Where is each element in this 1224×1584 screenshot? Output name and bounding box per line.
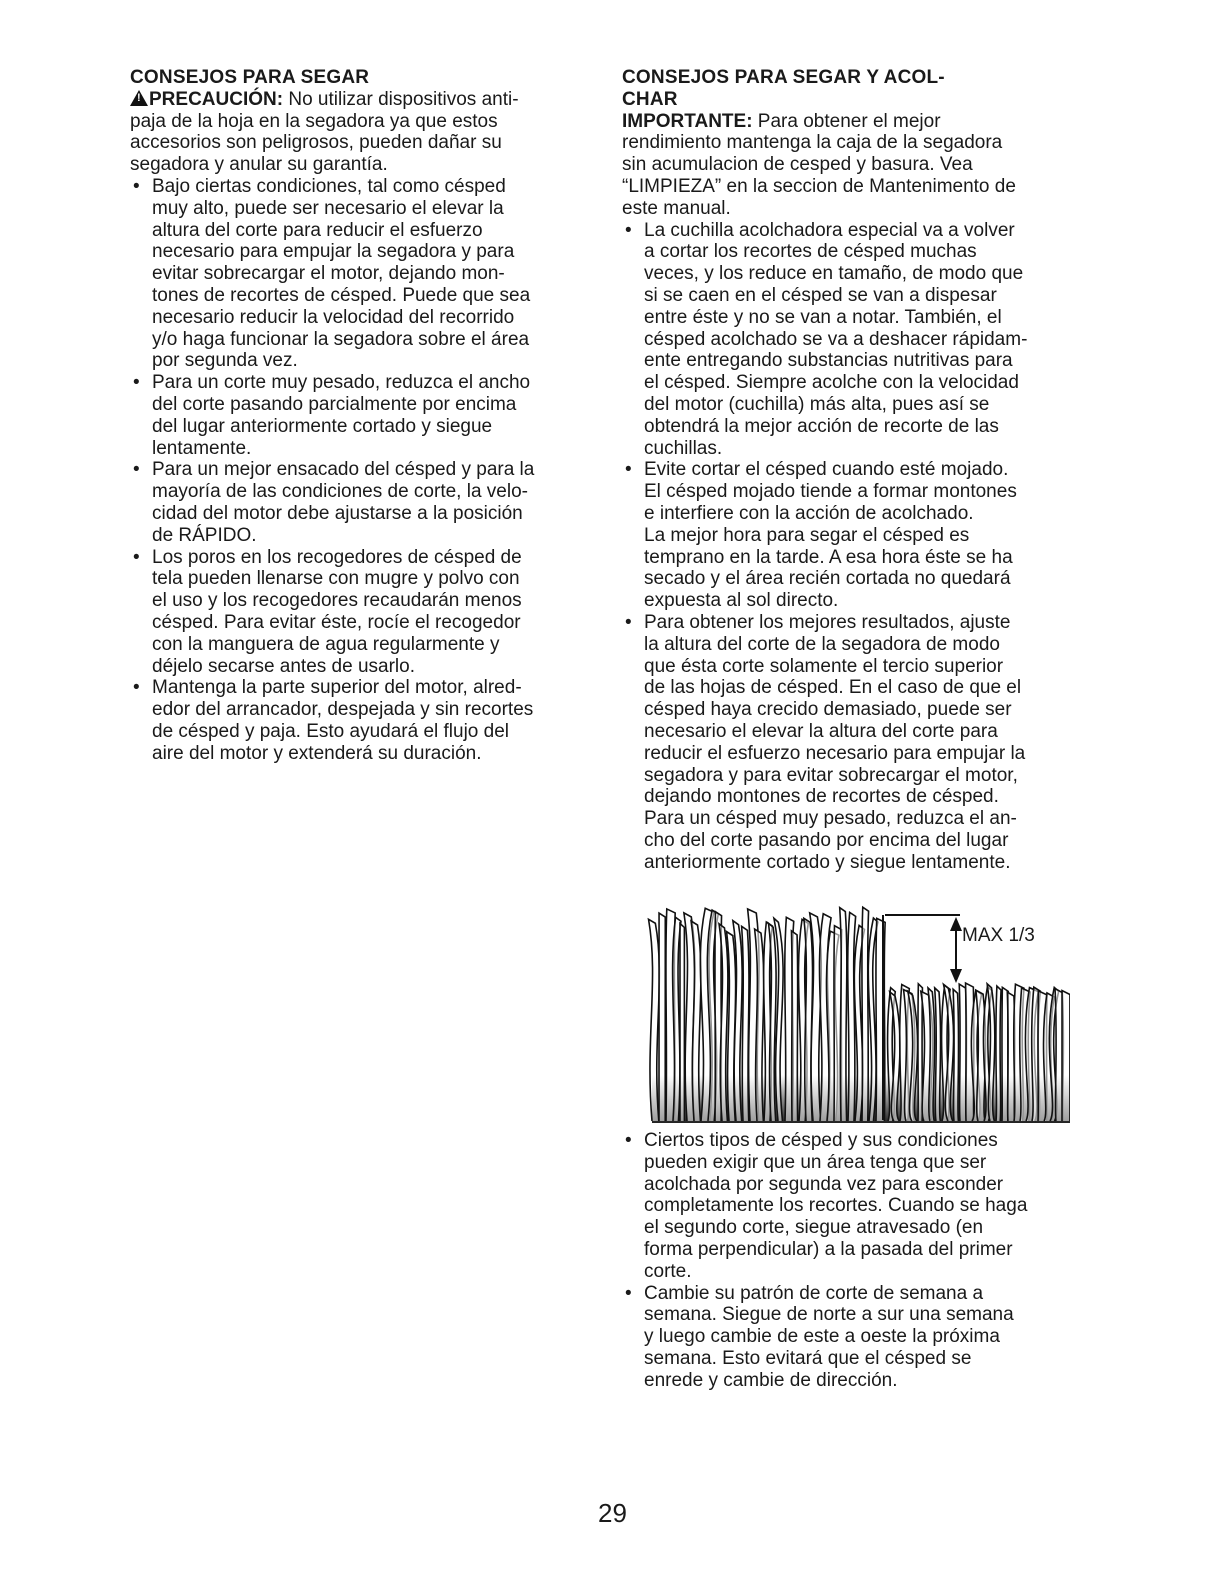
text-line: y luego cambie de este a oeste la próxima	[644, 1326, 1000, 1348]
max-one-third-label: MAX 1/3	[962, 925, 1035, 946]
grass-blade	[649, 919, 660, 1121]
text-line: altura del corte para reducir el esfuerzo	[152, 219, 483, 241]
text-line: Bajo ciertas condiciones, tal como césped	[152, 175, 506, 197]
text-line: muy alto, puede ser necesario el elevar la	[152, 197, 504, 219]
text-line: segadora y anular su garantía.	[130, 154, 388, 176]
bullet-item	[622, 1283, 1072, 1392]
bullet-item	[130, 372, 600, 459]
important-paragraph	[622, 132, 1072, 219]
grass-blade	[680, 923, 684, 1121]
text-line: si se caen en el césped se van a dispesar	[644, 284, 997, 306]
bullet-item	[130, 547, 600, 678]
text-line: completamente los recortes. Cuando se haga	[644, 1195, 1028, 1217]
grass-blade	[1062, 991, 1070, 1121]
text-line: césped haya crecido demasiado, puede ser	[644, 699, 1012, 721]
section-heading-line: CHAR	[622, 88, 678, 110]
text-line: tones de recortes de césped. Puede que sea	[152, 284, 531, 306]
text-line: La cuchilla acolchadora especial va a volver	[644, 219, 1015, 241]
text-line: déjelo secarse antes de usarlo.	[152, 655, 415, 677]
text-line: pueden exigir que un área tenga que ser	[644, 1151, 987, 1173]
text-line: dejando montones de recortes de césped.	[644, 786, 999, 808]
text-line: necesario reducir la velocidad del recorrido	[152, 306, 515, 328]
grass-blade	[840, 908, 847, 1121]
bullet-list	[130, 176, 600, 765]
text-line: la altura del corte de la segadora de modo	[644, 633, 1000, 655]
text-line: segadora y para evitar sobrecargar el motor,	[644, 764, 1018, 786]
important-text: Para obtener el mejor	[752, 110, 941, 132]
grass-blade	[953, 989, 958, 1121]
section-heading-consejos-para-segar: CONSEJOS PARA SEGAR	[130, 67, 370, 88]
text-line: temprano en la tarde. A esa hora éste se ha	[644, 546, 1013, 568]
text-line: enrede y cambie de dirección.	[644, 1369, 898, 1391]
right-column-continued	[622, 1130, 1072, 1392]
text-line: entre éste y no se van a notar. También, el	[644, 306, 1002, 328]
bullet-list	[622, 220, 1072, 874]
text-line: cidad del motor debe ajustarse a la posición	[152, 502, 523, 524]
text-line: del motor (cuchilla) más alta, pues así se	[644, 393, 990, 415]
bullet-item	[622, 612, 1072, 874]
bullet-icon: •	[625, 1282, 632, 1304]
right-column	[622, 67, 1072, 873]
text-line: el segundo corte, siegue atravesado (en	[644, 1217, 984, 1239]
text-line: Cambie su patrón de corte de semana a	[644, 1282, 984, 1304]
text-line: que ésta corte solamente el tercio superior	[644, 655, 1004, 677]
text-line: Mantenga la parte superior del motor, alred-	[152, 677, 522, 699]
text-line: expuesta al sol directo.	[644, 590, 839, 612]
text-line: sin acumulacion de cesped y basura. Vea	[622, 154, 973, 176]
text-line: necesario para empujar la segadora y para	[152, 241, 515, 263]
text-line: césped acolchado se va a deshacer rápidam-	[644, 328, 1028, 350]
text-line: de las hojas de césped. En el caso de que el	[644, 677, 1022, 699]
text-line: el uso y los recogedores recaudarán menos	[152, 590, 522, 612]
text-line: secado y el área recién cortada no quedará	[644, 568, 1011, 590]
text-line: La mejor hora para segar el césped es	[644, 524, 970, 546]
text-line: de RÁPIDO.	[152, 524, 257, 546]
text-line: Para un corte muy pesado, reduzca el ancho	[152, 372, 531, 394]
text-line: este manual.	[622, 197, 731, 219]
bullet-icon: •	[625, 459, 632, 481]
text-line: semana. Siegue de norte a sur una semana	[644, 1304, 1014, 1326]
text-line: ente entregando substancias nutritivas para	[644, 350, 1013, 372]
text-line: de césped y paja. Esto ayudará el flujo del	[152, 720, 510, 742]
text-line: El césped mojado tiende a formar montones	[644, 481, 1017, 503]
text-line: anteriormente cortado y siegue lentamente.	[644, 851, 1011, 873]
grass-blade	[848, 912, 856, 1121]
double-arrow-icon	[950, 917, 962, 983]
bullet-item	[130, 176, 600, 372]
text-line: paja de la hoja en la segadora ya que estos	[130, 110, 498, 132]
grass-blade	[659, 913, 665, 1121]
grass-blade	[742, 926, 749, 1121]
caution-label: PRECAUCIÓN:	[149, 88, 284, 110]
bullet-item	[622, 1130, 1072, 1283]
bullet-icon: •	[625, 219, 632, 241]
bullet-item	[130, 459, 600, 546]
text-line: mayoría de las condiciones de corte, la velo-	[152, 481, 528, 503]
text-line: cuchillas.	[644, 437, 723, 459]
text-line: evitar sobrecargar el motor, dejando mon-	[152, 263, 505, 285]
left-column	[130, 67, 600, 765]
bullet-item	[130, 677, 600, 764]
important-first-line	[622, 111, 1072, 133]
text-line: y/o haga funcionar la segadora sobre el área	[152, 328, 530, 350]
caution-text: No utilizar dispositivos anti-	[283, 88, 519, 110]
bullet-icon: •	[133, 546, 140, 568]
bullet-icon: •	[133, 459, 140, 481]
text-line: aire del motor y extenderá su duración.	[152, 742, 482, 764]
text-line: a cortar los recortes de césped muchas	[644, 241, 977, 263]
warning-triangle-icon	[130, 90, 148, 106]
bullet-icon: •	[133, 372, 140, 394]
text-line: lentamente.	[152, 437, 252, 459]
bullet-icon: •	[133, 175, 140, 197]
text-line: veces, y los reduce en tamaño, de modo que	[644, 263, 1024, 285]
text-line: e interfiere con la acción de acolchado.	[644, 502, 974, 524]
caution-paragraph	[130, 111, 600, 176]
important-label: IMPORTANTE:	[622, 110, 753, 132]
text-line: semana. Esto evitará que el césped se	[644, 1347, 972, 1369]
text-line: por segunda vez.	[152, 350, 298, 372]
text-line: reducir el esfuerzo necesario para empujar la	[644, 742, 1026, 764]
bullet-item	[622, 220, 1072, 460]
grass-blade	[935, 988, 941, 1121]
bullet-icon: •	[133, 677, 140, 699]
bullet-icon: •	[625, 1130, 632, 1151]
text-line: necesario el elevar la altura del corte para	[644, 720, 998, 742]
grass-blade	[996, 986, 1001, 1121]
caution-first-line	[130, 89, 600, 111]
text-line: cho del corte pasando por encima del lugar	[644, 829, 1009, 851]
text-line: Los poros en los recogedores de césped de	[152, 546, 522, 568]
text-line: césped. Para evitar éste, rocíe el recogedor	[152, 611, 521, 633]
grass-blade	[862, 907, 869, 1121]
grass-cutting-height-illustration	[630, 885, 1070, 1125]
text-line: del lugar anteriormente cortado y siegue	[152, 415, 493, 437]
text-line: corte.	[644, 1260, 692, 1282]
bullet-item	[622, 459, 1072, 612]
text-line: acolchada por segunda vez para esconder	[644, 1173, 1004, 1195]
text-line: obtendrá la mejor acción de recorte de las	[644, 415, 999, 437]
text-line: Para obtener los mejores resultados, ajuste	[644, 611, 1011, 633]
text-line: Ciertos tipos de césped y sus condiciones	[644, 1130, 998, 1151]
page-number: 29	[598, 1498, 627, 1528]
text-line: el césped. Siempre acolche con la velocidad	[644, 372, 1019, 394]
text-line: con la manguera de agua regularmente y	[152, 633, 500, 655]
text-line: rendimiento mantenga la caja de la segadora	[622, 132, 1003, 154]
text-line: del corte pasando parcialmente por encima	[152, 393, 517, 415]
text-line: “LIMPIEZA” en la seccion de Mantenimento de	[622, 175, 1016, 197]
bullet-list	[622, 1130, 1072, 1392]
text-line: forma perpendicular) a la pasada del primer	[644, 1238, 1013, 1260]
text-line: accesorios son peligrosos, pueden dañar su	[130, 132, 502, 154]
text-line: Para un césped muy pesado, reduzca el an-	[644, 808, 1017, 830]
text-line: Evite cortar el césped cuando esté mojado.	[644, 459, 1009, 481]
text-line: edor del arrancador, despejada y sin recortes	[152, 699, 534, 721]
text-line: Para un mejor ensacado del césped y para la	[152, 459, 535, 481]
section-heading-line: CONSEJOS PARA SEGAR Y ACOL-	[622, 67, 945, 88]
grass-blade	[791, 931, 797, 1121]
bullet-icon: •	[625, 611, 632, 633]
text-line: tela pueden llenarse con mugre y polvo con	[152, 568, 520, 590]
